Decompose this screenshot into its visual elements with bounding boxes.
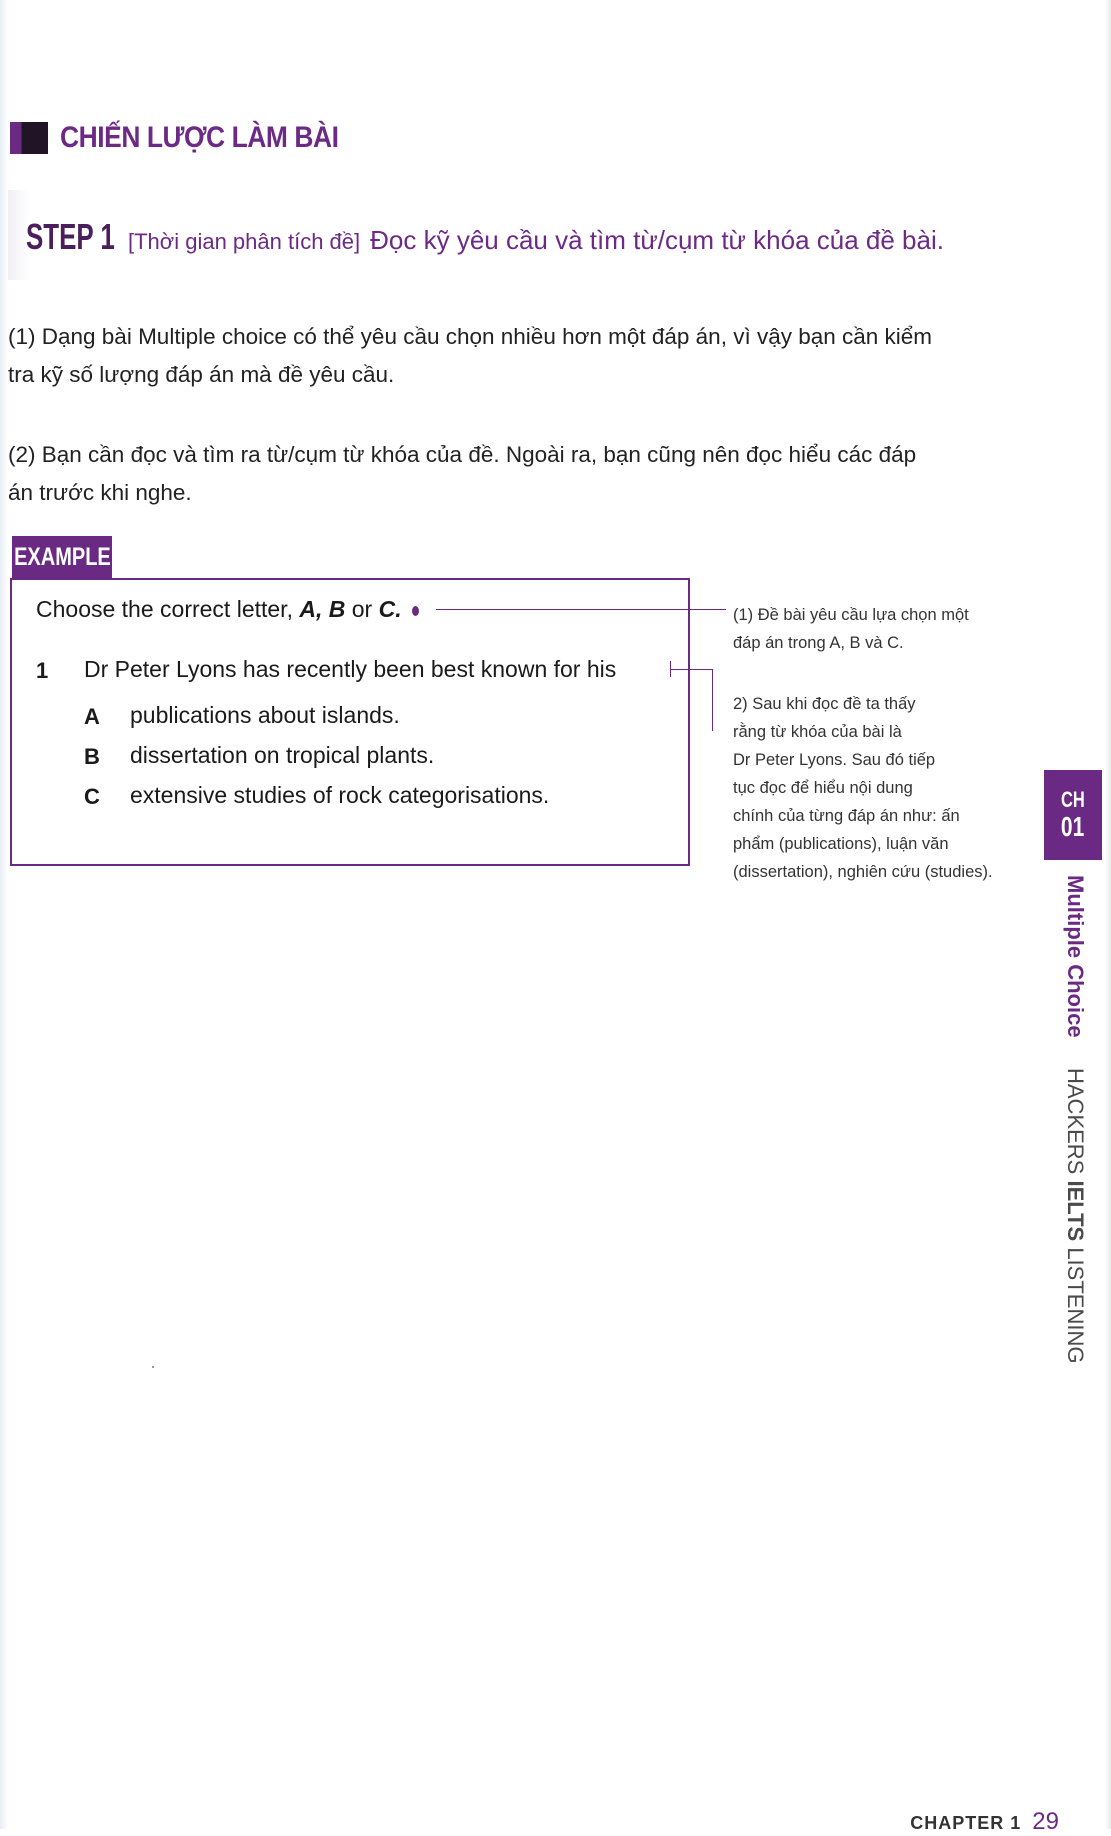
footer-page-number: 29 (1032, 1808, 1059, 1835)
example-instruction (36, 596, 419, 623)
connector-line-note-1 (436, 609, 726, 610)
example-tag-label: EXAMPLE (13, 542, 111, 571)
footer-chapter: CHAPTER 1 (910, 1813, 1022, 1833)
note-2-line: Dr Peter Lyons. Sau đó tiếp (733, 751, 936, 769)
paragraph-1 (8, 318, 978, 394)
section-marker-block (10, 122, 48, 154)
question-text: Dr Peter Lyons has recently been best known for his (84, 656, 617, 682)
step-description: Đọc kỹ yêu cầu và tìm từ/cụm từ khóa của đề bài. (370, 225, 944, 255)
side-vertical-text (1048, 875, 1088, 1363)
paragraph-1-line-2: tra kỹ số lượng đáp án mà đề yêu cầu. (8, 362, 395, 387)
side-topic: Multiple Choice (1063, 875, 1088, 1038)
instruction-prefix: Choose the correct letter, (36, 596, 300, 622)
note-2-line: chính của từng đáp án như: ấn (733, 807, 960, 825)
note-2-line: 2) Sau khi đọc đề ta thấy (733, 695, 916, 713)
page-edge-shadow-right (1105, 0, 1111, 1829)
page-footer (910, 1808, 1059, 1836)
side-brand-prefix: HACKERS (1063, 1067, 1088, 1181)
annotation-dot-icon (412, 606, 419, 616)
note-2 (733, 690, 1008, 886)
side-brand-strong: IELTS (1063, 1180, 1088, 1241)
paragraph-1-line-1: (1) Dạng bài Multiple choice có thể yêu cầu chọn nhiều hơn một đáp án, vì vậy bạn cần kiểm (8, 324, 933, 349)
instruction-last-option: C. (378, 596, 402, 622)
option-a-letter: A (84, 704, 100, 729)
instruction-or: or (345, 596, 379, 622)
question-number: 1 (36, 658, 49, 683)
connector-line-note-2-vertical (712, 669, 713, 731)
paragraph-2-line-1: (2) Bạn cần đọc và tìm ra từ/cụm từ khóa của đề. Ngoài ra, bạn cũng nên đọc hiểu các đáp (8, 442, 917, 467)
note-2-line: (dissertation), nghiên cứu (studies). (733, 863, 993, 881)
note-1-line-1: (1) Đề bài yêu cầu lựa chọn một (733, 606, 969, 624)
example-tag (12, 536, 112, 578)
step-label: STEP 1 (26, 216, 115, 257)
section-header (10, 118, 376, 158)
side-brand-suffix: LISTENING (1063, 1240, 1088, 1364)
note-2-line: tục đọc để hiểu nội dung (733, 779, 913, 797)
side-brand (1062, 1068, 1088, 1363)
connector-line-note-2-horizontal (670, 669, 712, 670)
example-box (10, 578, 690, 866)
option-c-text: extensive studies of rock categorisations. (130, 782, 550, 808)
instruction-options: A, B (299, 596, 346, 622)
page-edge-shadow-left (0, 0, 8, 1829)
option-c-letter: C (84, 784, 100, 809)
note-2-line: rằng từ khóa của bài là (733, 723, 902, 741)
note-1-line-2: đáp án trong A, B và C. (733, 634, 904, 652)
option-b-text: dissertation on tropical plants. (130, 742, 435, 768)
option-a-text: publications about islands. (130, 702, 400, 728)
side-tab-ch: CH (1061, 787, 1085, 812)
chapter-side-tab (1044, 770, 1102, 860)
step-heading (26, 216, 944, 266)
paragraph-2-line-2: án trước khi nghe. (8, 480, 192, 505)
scan-speck (152, 1366, 154, 1368)
option-b-letter: B (84, 744, 100, 769)
note-1 (733, 601, 1008, 657)
section-title: CHIẾN LƯỢC LÀM BÀI (60, 121, 339, 154)
paragraph-2 (8, 436, 978, 512)
note-2-line: phẩm (publications), luận văn (733, 835, 949, 853)
side-tab-number: 01 (1061, 811, 1085, 842)
step-time-note: [Thời gian phân tích đề] (128, 229, 361, 254)
